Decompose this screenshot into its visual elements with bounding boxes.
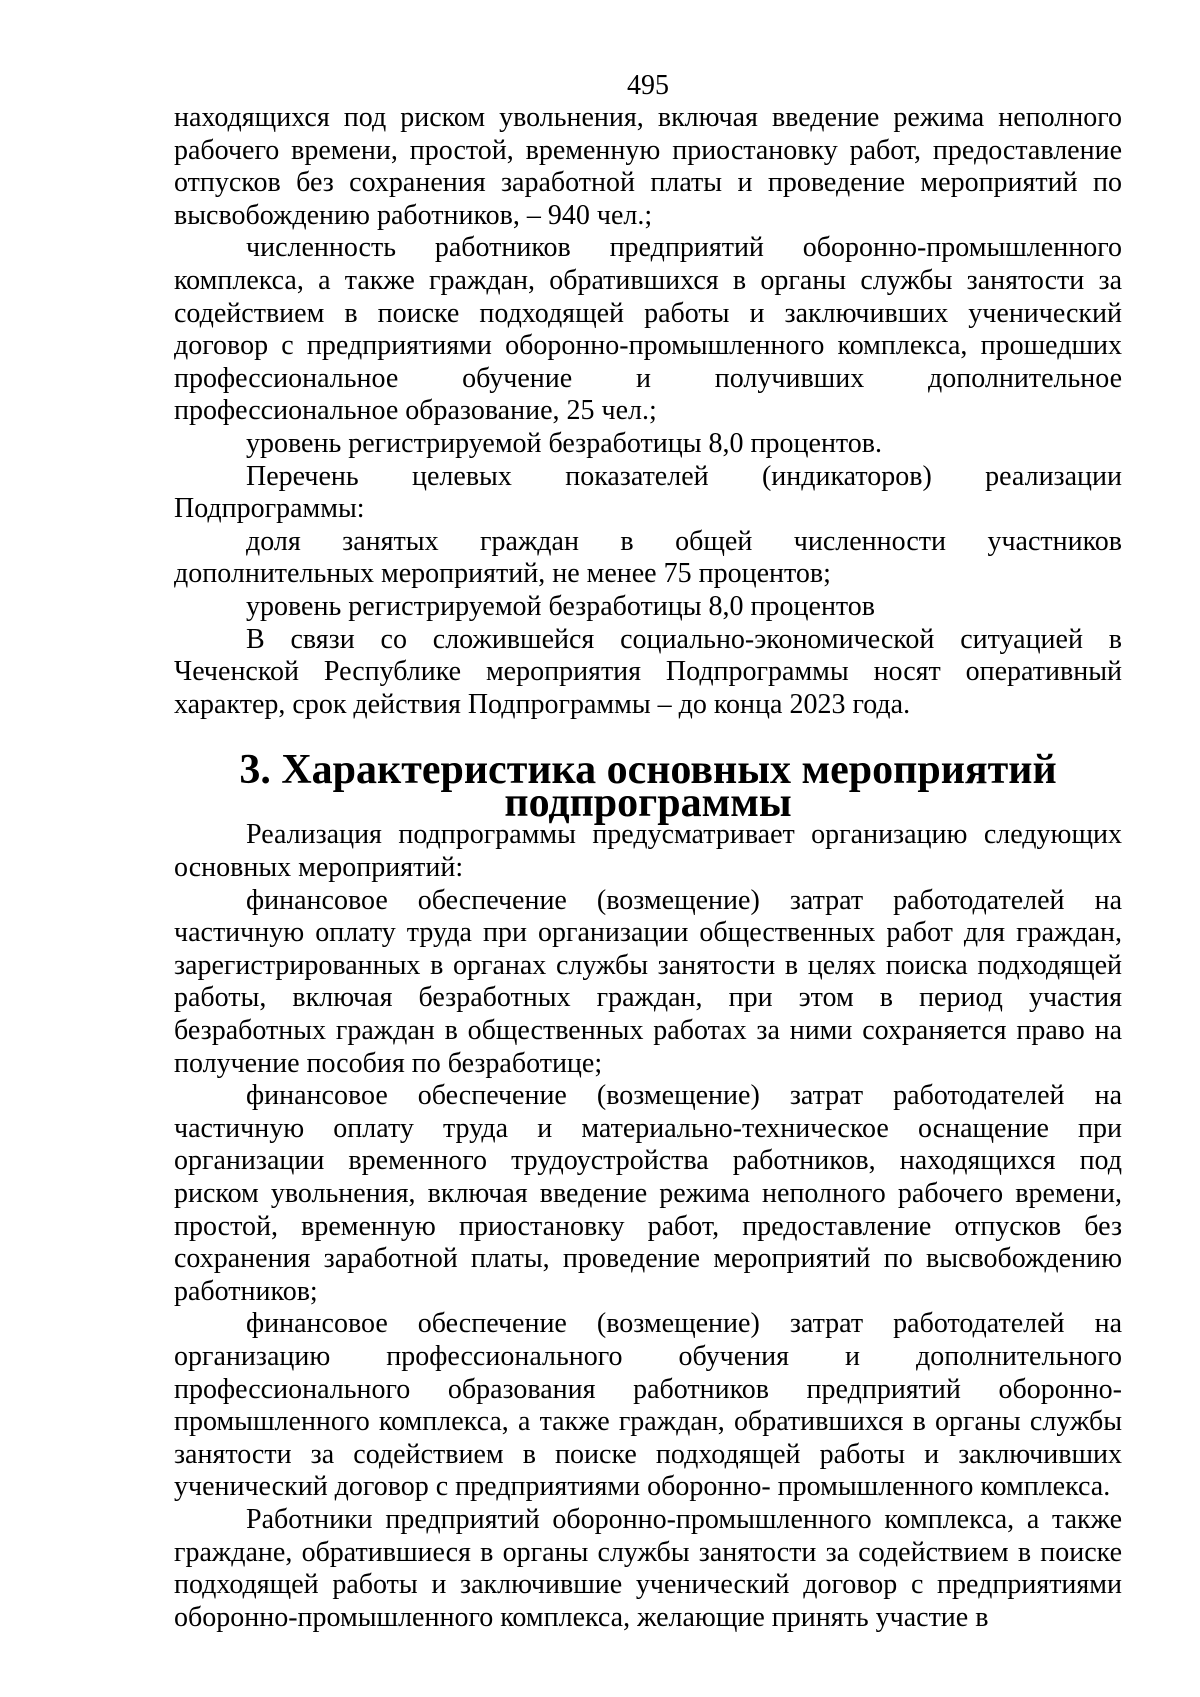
document-page (174, 70, 1122, 1634)
paragraph-continuation: находящихся под риском увольнения, включая введение режима неполного рабочего времени, простой, временную приостановку работ, предоставление отпусков без сохранения заработной платы и проведение мероприятий по высвобождению работников, – 940 чел.; (174, 102, 1122, 231)
section-heading: 3. Характеристика основных мероприятий подпрограммы (239, 747, 1057, 826)
paragraph-temporary-employment: финансовое обеспечение (возмещение) затрат работодателей на частичную оплату труда и материально-техническое оснащение при организации временного трудоустройства работников, находящихся под риском увольнения, включая введение режима неполного рабочего времени, простой, временную приостановку работ, предоставление отпусков без сохранения заработной платы, проведение мероприятий по высвобождению работников; (174, 1080, 1122, 1307)
paragraph-unemployment-level: уровень регистрируемой безработицы 8,0 процентов. (246, 427, 883, 459)
paragraph-employees-trained: численность работников предприятий оборонно-промышленного комплекса, а также граждан, обратившихся в органы службы занятости за содействием в поиске подходящей работы и заключивших ученический договор с предприятиями оборонно-промышленного комплекса, прошедших профессиональное обучение и получивших дополнительное профессиональное образование, 25 чел.; (174, 232, 1122, 427)
paragraph-indicators-list: Перечень целевых показателей (индикаторов) реализации Подпрограммы: (174, 460, 1122, 525)
page-number: 495 (627, 70, 669, 101)
paragraph-employed-share: доля занятых граждан в общей численности участников дополнительных мероприятий, не менее 75 процентов; (174, 525, 1122, 590)
paragraph-implementation: Реализация подпрограммы предусматривает организацию следующих основных мероприятий: (174, 819, 1122, 884)
paragraph-operational-character: В связи со сложившейся социально-экономической ситуацией в Чеченской Республике мероприятия Подпрограммы носят оперативный характер, срок действия Подпрограммы – до конца 2023 года. (174, 623, 1122, 720)
paragraph-public-works: финансовое обеспечение (возмещение) затрат работодателей на частичную оплату труда при организации общественных работ для граждан, зарегистрированных в органах службы занятости в целях поиска подходящей работы, включая безработных граждан, при этом в период участия безработных граждан в общественных работах за ними сохраняется право на получение пособия по безработице; (174, 884, 1122, 1079)
paragraph-unemployment-level-2: уровень регистрируемой безработицы 8,0 процентов (246, 590, 876, 622)
paragraph-participants: Работники предприятий оборонно-промышленного комплекса, а также граждане, обратившиеся в органы службы занятости за содействием в поиске подходящей работы и заключившие ученический договор с предприятиями оборонно-промышленного комплекса, желающие принять участие в (174, 1503, 1122, 1633)
paragraph-professional-training: финансовое обеспечение (возмещение) затрат работодателей на организацию профессионального обучения и дополнительного профессионального образования работников предприятий оборонно-промышленного комплекса, а также граждан, обратившихся в органы службы занятости за содействием в поиске подходящей работы и заключивших ученический договор с предприятиями оборонно- промышленного комплекса. (174, 1308, 1122, 1503)
